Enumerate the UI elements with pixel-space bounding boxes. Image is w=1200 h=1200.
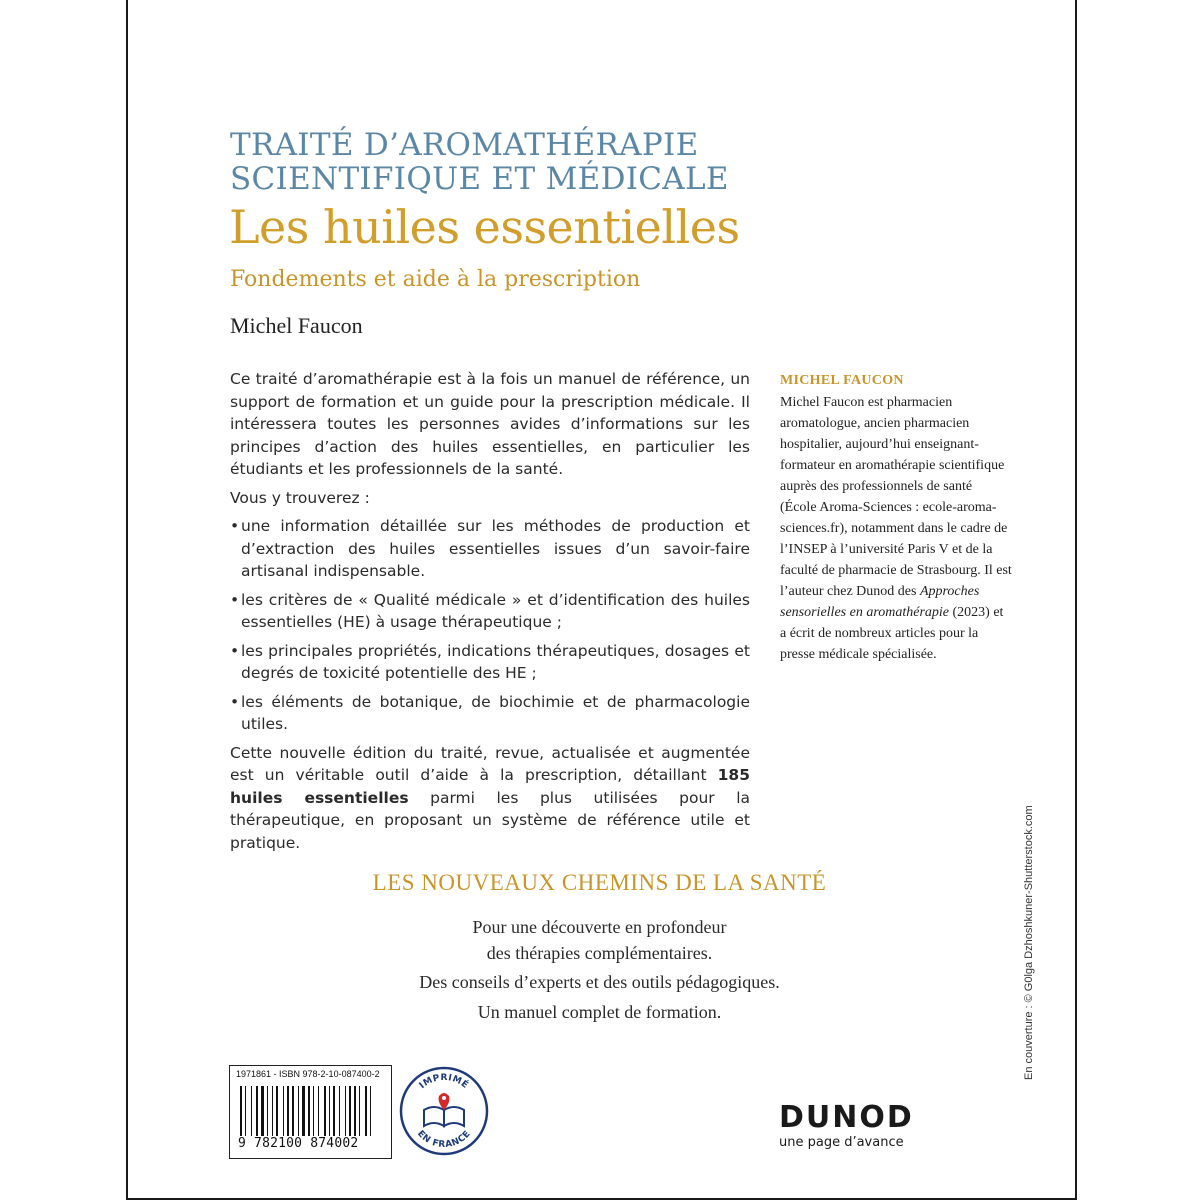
barcode-bar xyxy=(287,1086,289,1136)
made-in-france-badge xyxy=(399,1066,489,1156)
feature-list xyxy=(230,515,750,736)
barcode-bar xyxy=(333,1086,335,1136)
series-title xyxy=(230,128,729,196)
description-lead: Vous y trouverez : xyxy=(230,488,370,507)
barcode-bar xyxy=(261,1086,264,1136)
publisher-tagline: une page d’avance xyxy=(779,1135,904,1150)
bio-heading: MICHEL FAUCON xyxy=(780,373,904,388)
barcode-bar xyxy=(256,1086,258,1136)
description-closing xyxy=(230,742,750,855)
author-name: Michel Faucon xyxy=(230,313,363,338)
collection-line-2: des thérapies complémentaires. xyxy=(486,943,713,963)
barcode-bar xyxy=(245,1086,246,1136)
closing-text-end: parmi les plus utilisées pour la thérapeutique, en proposant un système de référence utile et pratique. xyxy=(230,788,750,852)
barcode-bar xyxy=(308,1086,310,1136)
book-subtitle: Fondements et aide à la prescription xyxy=(230,267,641,292)
collection-line-3: Des conseils d’experts et des outils pédagogiques. xyxy=(419,972,780,992)
series-title-line-1: TRAITÉ D’AROMATHÉRAPIE xyxy=(230,127,699,163)
barcode-bar xyxy=(302,1086,305,1136)
barcode-bars xyxy=(240,1086,382,1136)
collection-line-1: Pour une découverte en profondeur xyxy=(472,917,727,937)
closing-text-start: Cette nouvelle édition du traité, revue, actualisée et augmentée est un véritable outil d’aide à la prescription, détaillant xyxy=(230,743,750,784)
barcode-bar xyxy=(365,1086,367,1136)
bio-text-end: (2023) et a écrit de nombreux articles pour la presse médicale spécialisée. xyxy=(780,605,1004,662)
closing-highlight: 185 huiles essentielles xyxy=(230,766,750,807)
badge-bottom-text: EN FRANCE xyxy=(415,1128,473,1151)
barcode-bar xyxy=(324,1086,326,1136)
barcode-bar xyxy=(329,1086,330,1136)
barcode-bar xyxy=(359,1086,360,1136)
barcode-bar xyxy=(283,1086,284,1136)
barcode-bar xyxy=(267,1086,268,1136)
barcode-bar xyxy=(313,1086,314,1136)
description xyxy=(230,368,750,860)
feature-item: • une information détaillée sur les méthodes de production et d’extraction des huiles essentielles issues d’un savoir-faire artisanal indispensable. xyxy=(230,515,750,583)
barcode-bar xyxy=(349,1086,351,1136)
photo-credit: En couverture : © G0lga Dzhoshkuner-Shutterstock.com xyxy=(1023,805,1035,1080)
feature-item: • les critères de « Qualité médicale » et d’identification des huiles essentielles (HE) à usage thérapeutique ; xyxy=(230,589,750,634)
publisher-logo xyxy=(779,1100,914,1150)
isbn-label: 1971861 - ISBN 978-2-10-087400-2 xyxy=(236,1069,380,1079)
barcode-bar xyxy=(345,1086,346,1136)
publisher-name: DUNOD xyxy=(779,1100,914,1135)
collection-line-4: Un manuel complet de formation. xyxy=(477,1002,722,1022)
barcode-bar xyxy=(318,1086,319,1136)
bio-text-start: Michel Faucon est pharmacien aromatologue, ancien pharmacien hospitalier, aujourd’hui enseignant-formateur en aromathérapie scientifique auprès des professionnels de santé (École Aroma-Sciences : ecole-aroma-sciences.fr), notamment dans le cadre de l’INSEP à l’université Paris V et de la faculté de pharmacie de Strasbourg. Il est l’auteur chez Dunod des xyxy=(780,395,1012,599)
barcode-bar xyxy=(276,1086,278,1136)
barcode-bar xyxy=(240,1086,242,1136)
feature-item: • les principales propriétés, indications thérapeutiques, dosages et degrés de toxicité potentielle des HE ; xyxy=(230,640,750,685)
barcode-bar xyxy=(298,1086,299,1136)
bio-book-title: Approches sensorielles en aromathérapie xyxy=(780,584,980,620)
author-bio xyxy=(780,370,1012,665)
badge-top-text: IMPRIMÉ xyxy=(417,1072,471,1092)
barcode-digits: 9 782100 874002 xyxy=(238,1136,359,1151)
collection-name: LES NOUVEAUX CHEMINS DE LA SANTÉ xyxy=(372,870,827,895)
bio-text xyxy=(780,392,1012,665)
book-title: Les huiles essentielles xyxy=(229,200,740,254)
barcode-bar xyxy=(370,1086,371,1136)
isbn-barcode xyxy=(229,1065,392,1159)
barcode-bar xyxy=(292,1086,294,1136)
barcode-bar xyxy=(339,1086,340,1136)
series-title-line-2: SCIENTIFIQUE ET MÉDICALE xyxy=(230,161,729,197)
feature-item: • les éléments de botanique, de biochimie et de pharmacologie utiles. xyxy=(230,691,750,736)
barcode-bar xyxy=(272,1086,273,1136)
barcode-bar xyxy=(251,1086,252,1136)
description-intro: Ce traité d’aromathérapie est à la fois un manuel de référence, un support de formation et un guide pour la prescription médicale. Il intéressera toutes les personnes avides d’informations sur les principes d’action des huiles essentielles, en particulier les étudiants et les professionnels de la santé. xyxy=(230,370,750,478)
barcode-bar xyxy=(354,1086,356,1136)
